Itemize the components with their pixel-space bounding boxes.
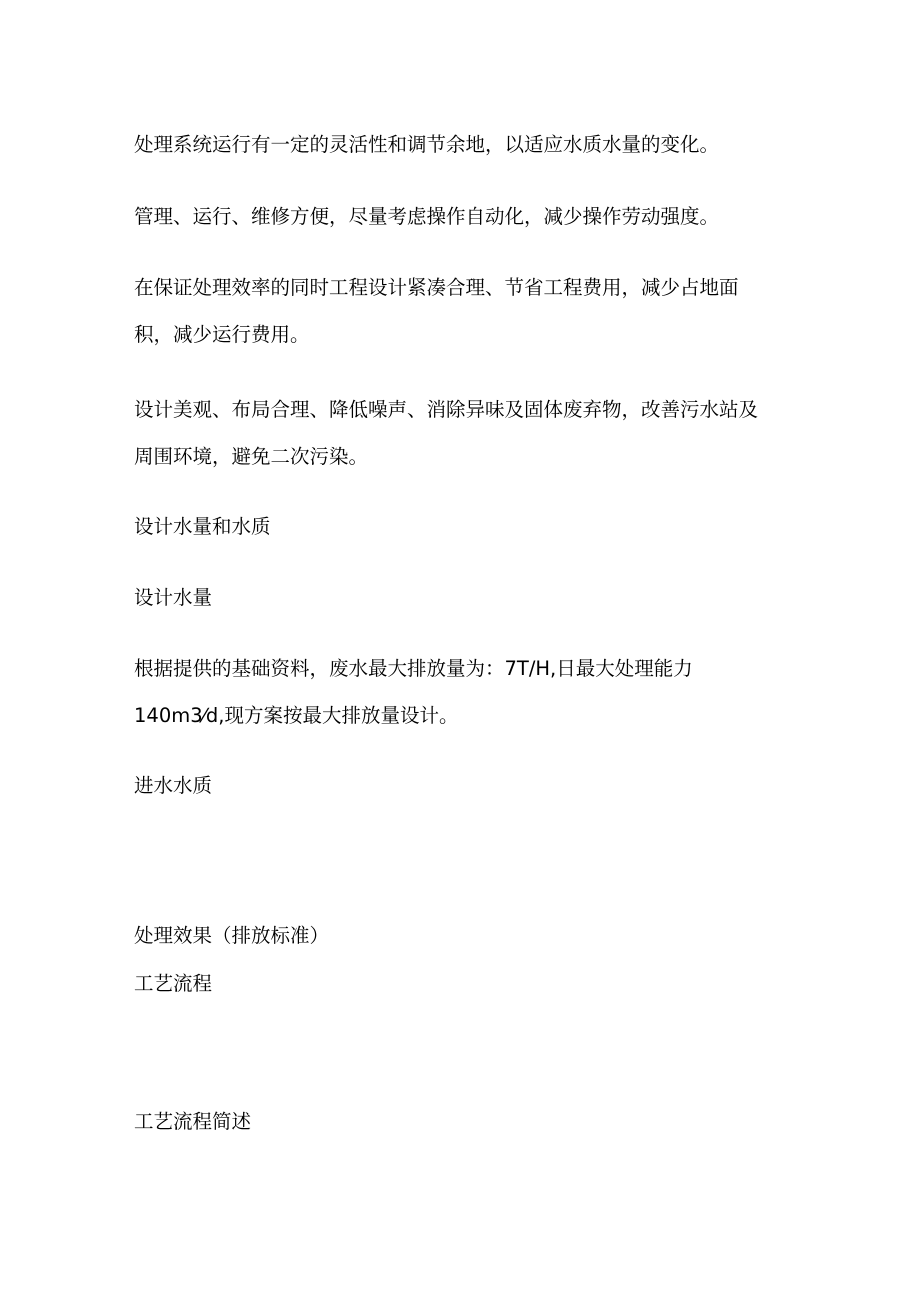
heading-design-water: 设计水量和水质 (134, 515, 271, 538)
paragraph-environment-line-2: 周围环境，避免二次污染。 (134, 445, 369, 468)
paragraph-volume-line-2: 140m3⁄d,现方案按最大排放量设计。 (134, 704, 459, 727)
paragraph-flexibility: 处理系统运行有一定的灵活性和调节余地，以适应水质水量的变化。 (134, 133, 720, 156)
paragraph-volume-line-1: 根据提供的基础资料，废水最大排放量为：7T/H,日最大处理能力 (134, 657, 693, 680)
heading-process-description: 工艺流程简述 (134, 1110, 252, 1133)
heading-process-flow: 工艺流程 (134, 972, 213, 995)
heading-treatment-effect: 处理效果（排放标准） (134, 924, 330, 947)
paragraph-environment-line-1: 设计美观、布局合理、降低噪声、消除异味及固体废弃物，改善污水站及 (134, 398, 759, 421)
paragraph-efficiency-line-2: 积，减少运行费用。 (134, 323, 310, 346)
paragraph-efficiency-line-1: 在保证处理效率的同时工程设计紧凑合理、节省工程费用，减少占地面 (134, 276, 739, 299)
paragraph-maintenance: 管理、运行、维修方便，尽量考虑操作自动化，减少操作劳动强度。 (134, 205, 720, 228)
heading-design-volume: 设计水量 (134, 586, 213, 609)
heading-inlet-quality: 进水水质 (134, 774, 213, 797)
